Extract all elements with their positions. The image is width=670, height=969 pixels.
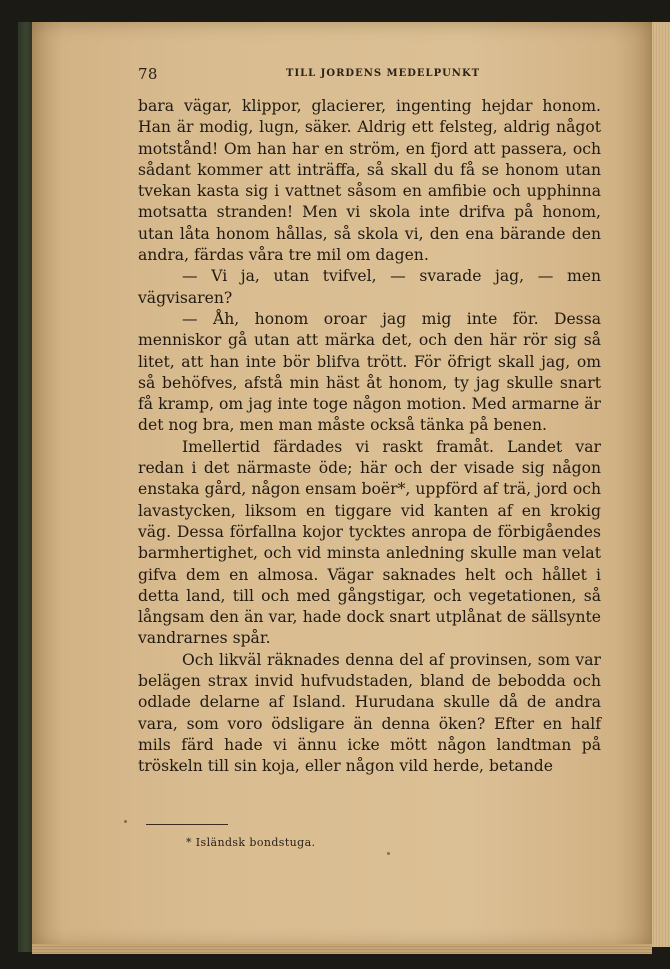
paragraph-journey: Imellertid färdades vi raskt framåt. Landet var redan i det närmaste öde; här och der visade sig någon enstaka gård, någon ensam boër*, uppförd af trä, jord och lavastycken, liksom en tiggare vid kanten af en krokig väg. Dessa förfallna kojor tycktes anropa de förbigåendes barmhertighet, och vid minsta anledning skulle man velat gifva dem en almosa. Vägar saknades helt och hållet i detta land, till och med gångstigar, och vegetationen, så långsam den än var, hade dock snart utplånat de sällsynte vandrarnes spår.	[138, 437, 601, 648]
footnote: * Isländsk bondstuga.	[186, 836, 316, 849]
page-bottom-edges	[32, 944, 652, 954]
paper-speck	[124, 820, 127, 823]
paragraph-dialogue-1: — Vi ja, utan tvifvel, — svarade jag, — men vägvisaren?	[138, 267, 601, 307]
page-header	[138, 65, 601, 85]
page-number: 78	[138, 65, 158, 83]
paragraph-province: Och likväl räknades denna del af provinsen, som var belägen strax invid hufvudstaden, bland de bebodda och odlade delarne af Island. Hurudana skulle då de andra vara, som voro ödsligare än denna öken? Efter en half mils färd hade vi ännu icke mött någon landtman på tröskeln till sin koja, eller någon vild herde, betande	[138, 650, 601, 776]
page-edges	[652, 22, 670, 947]
footnote-rule	[146, 824, 228, 825]
paragraph-continued: bara vägar, klippor, glacierer, ingenting hejdar honom. Han är modig, lugn, säker. Aldrig ett felsteg, aldrig något motstånd! Om han har en ström, en fjord att passera, och sådant kommer att inträffa, så skall du få se honom utan tvekan kasta sig i vattnet såsom en amfibie och upphinna motsatta stranden! Men vi skola inte drifva på honom, utan låta honom hållas, så skola vi, den ena bärande den andra, färdas våra tre mil om dagen.	[138, 97, 601, 265]
paragraph-dialogue-2: — Åh, honom oroar jag mig inte för. Dessa menniskor gå utan att märka det, och den här rör sig så litet, att han inte bör blifva trött. För öfrigt skall jag, om så behöfves, afstå min häst åt honom, ty jag skulle snart få kramp, om jag inte toge någon motion. Med armarne är det nog bra, men man måste också tänka på benen.	[138, 309, 601, 435]
paper-speck	[387, 852, 390, 855]
body-text	[138, 96, 601, 778]
running-title: TILL JORDENS MEDELPUNKT	[286, 68, 481, 79]
